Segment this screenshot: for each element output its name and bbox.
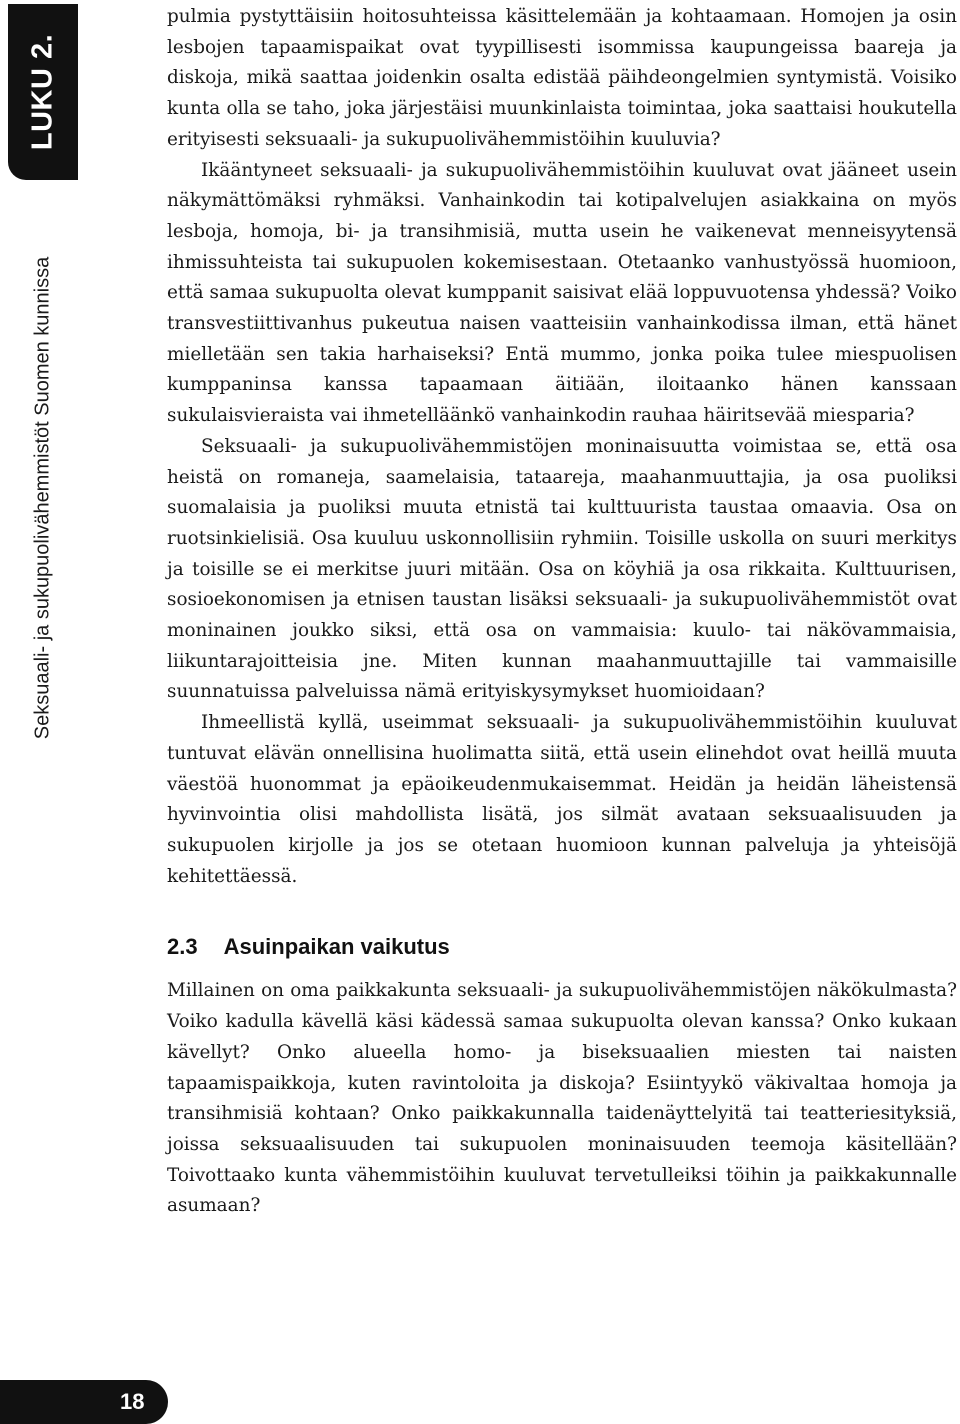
body-paragraph: Seksuaali- ja sukupuolivähemmistöjen moninaisuutta voimistaa se, että osa heistä on romaneja, saamelaisia, tataareja, maahanmuuttajia, ja osa puoliksi suomalaisia ja puoliksi muuta etnistä tai kulttuurista taustaa omaavia. Osa on ruotsinkielisiä. Osa kuuluu uskonnollisiin ryhmiin. Toisille uskolla on suuri merkitys ja toisille se ei merkitse juuri mitään. Osa on köyhiä ja osa rikkaita. Kulttuurisen, sosioekonomisen ja etnisen taustan lisäksi seksuaali- ja sukupuolivähemmistöt ovat moninainen joukko siksi, että osa on vammaisia: kuulo- tai näkövammaisia, liikuntarajoitteisia jne. Miten kunnan maahanmuuttajille tai vammaisille suunnatuissa palveluissa nämä erityiskysymykset huomioidaan? bbox=[167, 435, 957, 703]
section-paragraph: Millainen on oma paikkakunta seksuaali- ja sukupuolivähemmistöjen näkökulmasta? Voiko kadulla kävellä käsi kädessä samaa sukupuolta olevan kanssa? Onko kukaan kävellyt? Onko alueella homo- ja biseksuaalien miesten tai naisten tapaamispaikkoja, kuten ravintoloita ja diskoja? Esiintyykö väkivaltaa homoja ja transihmisiä kohtaan? Onko paikkakunnalla taidenäyttelyitä tai teatteriesityksiä, joissa seksuaalisuuden tai sukupuolen moninaisuuden teemoja käsitellään? Toivottaako kunta vähemmistöihin kuuluvat tervetulleiksi töihin ja paikkakunnalle asumaan? bbox=[167, 980, 957, 1217]
chapter-label: LUKU 2. bbox=[26, 33, 59, 151]
section-heading bbox=[167, 932, 957, 962]
body-paragraph: pulmia pystyttäisiin hoitosuhteissa käsittelemään ja kohtaamaan. Homojen ja osin lesbojen tapaamispaikat ovat tyypillisesti isommissa kaupungeissa baareja ja diskoja, mikä saattaa joidenkin osalta edistää päihdeongelmien syntymistä. Voisiko kunta olla se taho, joka järjestäisi muunkinlaista toimintaa, joka saattaisi houkutella erityisesti seksuaali- ja sukupuolivähemmistöihin kuuluvia? bbox=[167, 6, 957, 150]
chapter-tab bbox=[8, 4, 78, 180]
page-number-tab bbox=[0, 1380, 168, 1424]
running-title-text: Seksuaali- ja sukupuolivähemmistöt Suomen kunnissa bbox=[31, 256, 54, 740]
body-paragraph: Ikääntyneet seksuaali- ja sukupuolivähemmistöihin kuuluvat ovat jääneet usein näkymättömäksi ryhmäksi. Vanhainkodin tai kotipalvelujen asiakkaina on myös lesboja, homoja, bi- ja transihmisiä, mutta usein he vaikenevat menneisyytensä ihmissuhteista tai sukupuolen kokemisestaan. Otetaanko vanhustyössä huomioon, että samaa sukupuolta olevat kumppanit saisivat elää loppuvuotensa yhdessä? Voiko transvestiittivanhus pukeutua naisen vaatteisiin vanhainkodissa ilman, että hänet mielletään sen takia harhaiseksi? Entä mummo, jonka poika tulee miespuolisen kumppaninsa kanssa tapaamaan äitiään, iloitaanko hänen kanssaan sukulaisvieraista vai ihmetelläänkö vanhainkodin rauhaa häiritsevää miesparia? bbox=[167, 159, 957, 427]
running-title bbox=[20, 192, 66, 804]
body-paragraph: Ihmeellistä kyllä, useimmat seksuaali- ja sukupuolivähemmistöihin kuuluvat tuntuvat elävän onnellisina huolimatta siitä, että usein elinehdot ovat heillä muuta väestöä huonommat ja epäoikeudenmukaisemmat. Heidän ja heidän läheistensä hyvinvointia olisi mahdollista lisätä, jos silmät avataan seksuaalisuuden ja sukupuolen kirjolle ja jos se otetaan huomioon kunnan palveluja ja yhteisöjä kehitettäessä. bbox=[167, 712, 957, 887]
page-number: 18 bbox=[120, 1389, 145, 1414]
section-title: Asuinpaikan vaikutus bbox=[223, 934, 450, 960]
page-content bbox=[167, 2, 957, 1222]
section-number: 2.3 bbox=[167, 934, 198, 960]
